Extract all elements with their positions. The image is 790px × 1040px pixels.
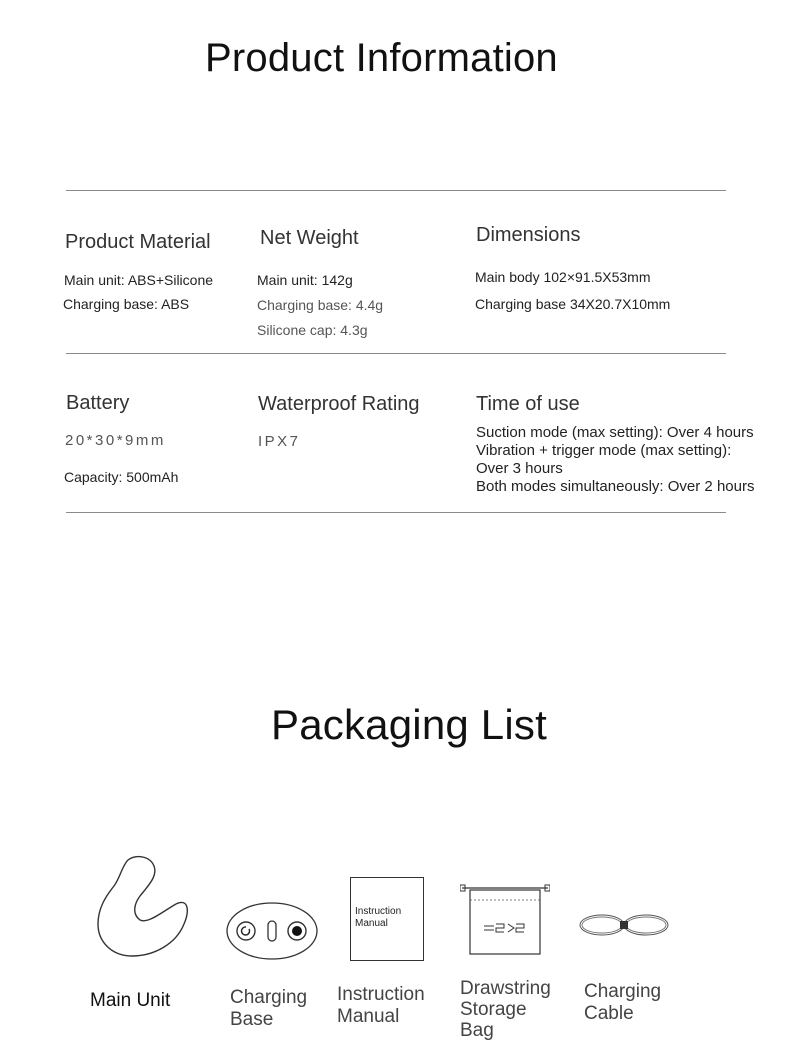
time-of-use-line-3: Both modes simultaneously: Over 2 hours: [476, 478, 755, 495]
dimensions-line-2: Charging base 34X20.7X10mm: [475, 296, 671, 312]
caption-instruction-manual: Instruction Manual: [337, 984, 425, 1027]
manual-cover-text: Instruction Manual: [355, 906, 402, 929]
material-line-1: Main unit: ABS+Silicone: [64, 272, 214, 288]
caption-charging-cable: Charging Cable: [584, 981, 662, 1024]
weight-line-3: Silicone cap: 4.3g: [257, 322, 368, 338]
main-unit-icon: [92, 852, 192, 962]
caption-main-unit: Main Unit: [90, 990, 171, 1011]
weight-line-2: Charging base: 4.4g: [257, 297, 384, 313]
drawstring-bag-icon: [460, 882, 550, 956]
divider-top: [66, 190, 726, 191]
weight-label: Net Weight: [260, 227, 359, 249]
battery-label: Battery: [66, 392, 130, 414]
charging-base-icon: [224, 900, 320, 962]
divider-bottom: [66, 512, 726, 513]
battery-capacity: Capacity: 500mAh: [64, 469, 179, 485]
divider-middle: [66, 353, 726, 354]
caption-charging-base: Charging Base: [230, 987, 308, 1030]
charging-cable-icon: [578, 910, 670, 940]
time-of-use-line-2: Vibration + trigger mode (max setting): Over 3 hours: [476, 442, 732, 477]
caption-drawstring-bag: Drawstring Storage Bag: [460, 978, 551, 1040]
battery-size: 20*30*9mm: [65, 432, 166, 449]
waterproof-value: IPX7: [258, 433, 301, 450]
time-of-use-lines: [476, 424, 766, 496]
product-info-title: Product Information: [205, 36, 558, 80]
time-of-use-label: Time of use: [476, 393, 580, 415]
dimensions-line-1: Main body 102×91.5X53mm: [475, 269, 651, 285]
weight-line-1: Main unit: 142g: [257, 272, 353, 288]
dimensions-label: Dimensions: [476, 224, 581, 246]
material-line-2: Charging base: ABS: [63, 296, 190, 312]
waterproof-label: Waterproof Rating: [258, 393, 420, 415]
packaging-title: Packaging List: [271, 701, 547, 748]
time-of-use-line-1: Suction mode (max setting): Over 4 hours: [476, 424, 754, 441]
instruction-manual-icon: [350, 877, 424, 961]
material-label: Product Material: [65, 231, 211, 253]
